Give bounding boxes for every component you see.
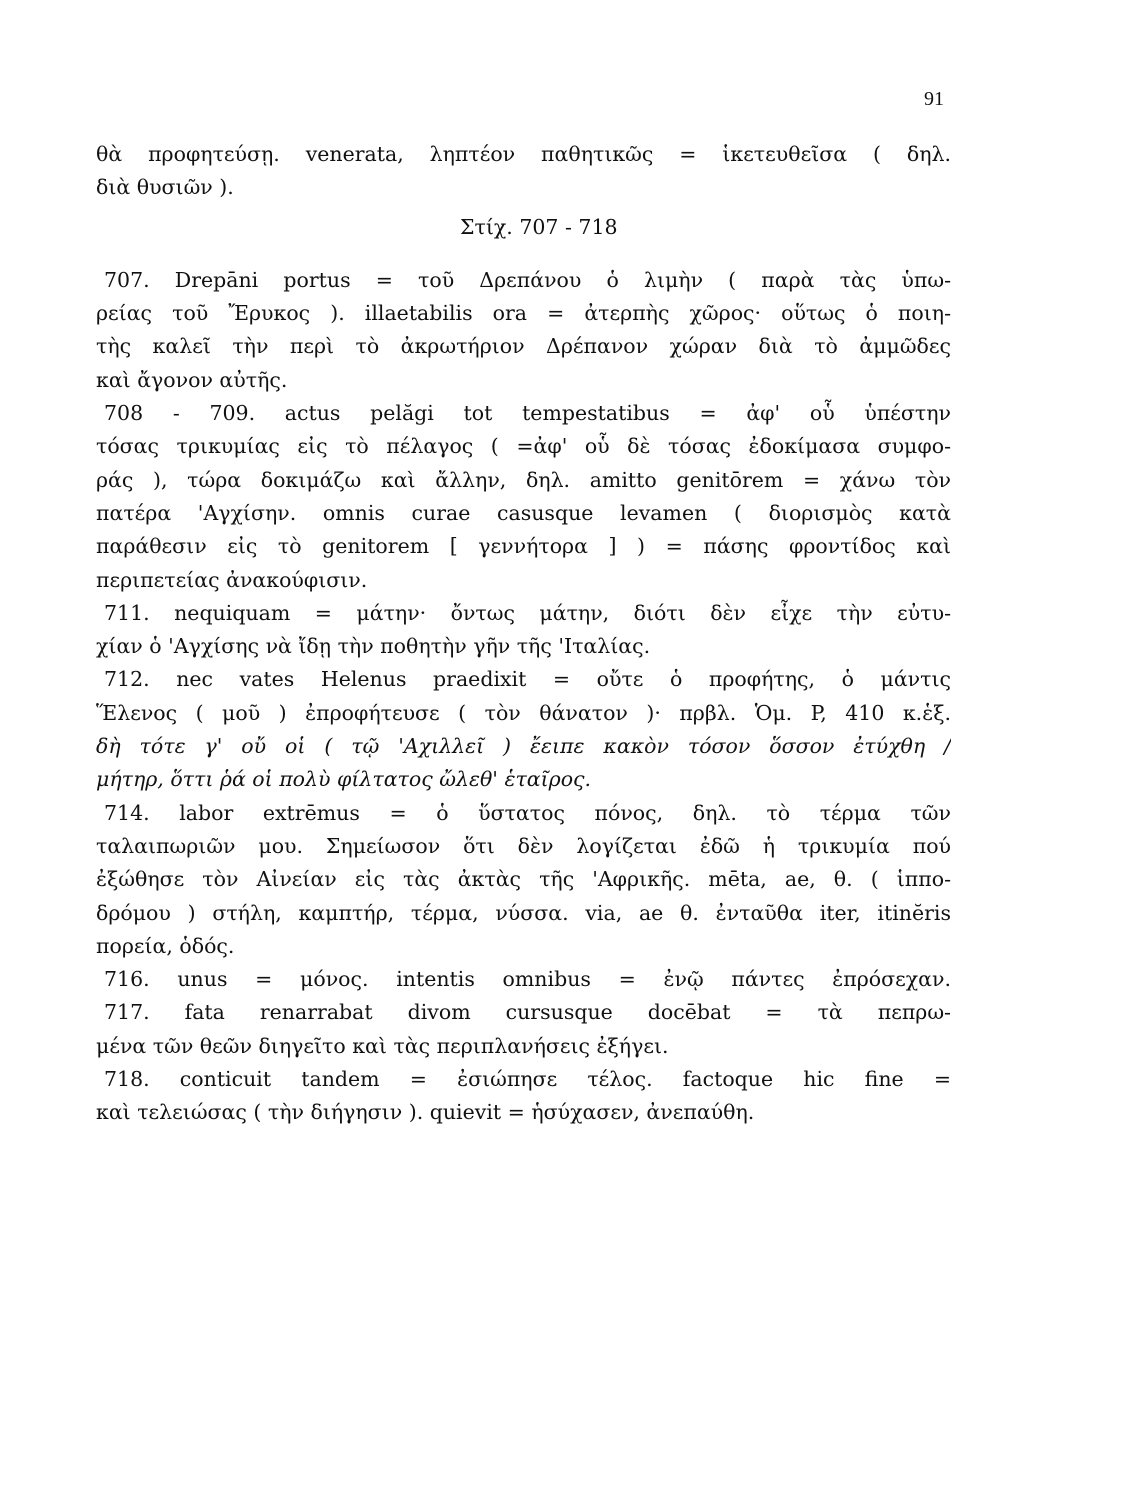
note-708-709-line: ράς ), τώρα δοκιμάζω καὶ ἄλλην, δηλ. amitto genitōrem = χάνω τὸν xyxy=(96,467,951,492)
text-line: θὰ προφητεύσῃ. venerata, ληπτέον παθητικῶς = ἱκετευθεῖσα ( δηλ. xyxy=(96,142,951,166)
text-line: διὰ θυσιῶν ). xyxy=(96,175,234,200)
note-714-line: δρόμου ) στήλη, καμπτήρ, τέρμα, νύσσα. via, ae θ. ἐνταῦθα iter, itinĕris xyxy=(96,900,951,925)
note-718-line: καὶ τελειώσας ( τὴν διήγησιν ). quievit = ἡσύχασεν, ἀνεπαύθη. xyxy=(96,1100,755,1125)
note-708-709-line: περιπετείας ἀνακούφισιν. xyxy=(96,567,368,592)
page-text xyxy=(96,138,951,1130)
note-714-line: πορεία, ὁδός. xyxy=(96,933,235,958)
note-711-line: χίαν ὁ 'Αγχίσης νὰ ἴδῃ τὴν ποθητὴν γῆν τῆς 'Ιταλίας. xyxy=(96,634,651,659)
note-711-line: 711. nequiquam = μάτην· ὄντως μάτην, διότι δὲν εἶχε τὴν εὐτυ- xyxy=(104,600,951,625)
note-707-line: ρείας τοῦ Ἔρυκος ). illaetabilis ora = ἀτερπὴς χῶρος· οὕτως ὁ ποιη- xyxy=(96,301,951,326)
section-heading: Στίχ. 707 - 718 xyxy=(460,214,618,239)
note-707-line: τὴς καλεῖ τὴν περὶ τὸ ἀκρωτήριον Δρέπανον χώραν διὰ τὸ ἀμμῶδες xyxy=(96,334,951,359)
note-714-line: 714. labor extrēmus = ὁ ὕστατος πόνος, δηλ. τὸ τέρμα τῶν xyxy=(104,800,951,825)
note-707-line: 707. Drepāni portus = τοῦ Δρεπάνου ὁ λιμὴν ( παρὰ τὰς ὑπω- xyxy=(104,267,951,292)
note-716-line: 716. unus = μόνος. intentis omnibus = ἐνῷ πάντες ἐπρόσεχαν. xyxy=(104,967,951,992)
note-707-line: καὶ ἄγονον αὐτῆς. xyxy=(96,367,288,392)
homeric-quote-line: δὴ τότε γ' οὔ οἱ ( τῷ 'Αχιλλεῖ ) ἔειπε κακὸν τόσον ὅσσον ἐτύχθη / xyxy=(96,734,951,759)
note-712-line: 712. nec vates Helenus praedixit = οὔτε ὁ προφήτης, ὁ μάντις xyxy=(104,667,951,692)
note-712-line: Ἕλενος ( μοῦ ) ἐπροφήτευσε ( τὸν θάνατον )· πρβλ. Ὁμ. P, 410 κ.ἑξ. xyxy=(96,700,951,725)
homeric-quote-line: μήτηρ, ὅττι ῥά οἱ πολὺ φίλτατος ὤλεθ' ἑταῖρος. xyxy=(96,767,592,792)
page-number: 91 xyxy=(924,88,944,110)
note-718-line: 718. conticuit tandem = ἐσιώπησε τέλος. factoque hic fine = xyxy=(104,1067,951,1092)
note-708-709-line: πατέρα 'Αγχίσην. omnis curae casusque levamen ( διορισμὸς κατὰ xyxy=(96,500,951,525)
note-714-line: ταλαιπωριῶν μου. Σημείωσον ὅτι δὲν λογίζεται ἐδῶ ἡ τρικυμία πού xyxy=(96,833,951,858)
note-717-line: μένα τῶν θεῶν διηγεῖτο καὶ τὰς περιπλανήσεις ἐξήγει. xyxy=(96,1033,669,1058)
note-717-line: 717. fata renarrabat divom cursusque docēbat = τὰ πεπρω- xyxy=(104,1000,951,1025)
note-714-line: ἐξώθησε τὸν Αἰνείαν εἰς τὰς ἀκτὰς τῆς 'Αφρικῆς. mēta, ae, θ. ( ἱππο- xyxy=(96,867,951,892)
note-708-709-line: τόσας τρικυμίας εἰς τὸ πέλαγος ( =ἀφ' οὗ δὲ τόσας ἐδοκίμασα συμφο- xyxy=(96,434,951,459)
note-708-709-line: παράθεσιν εἰς τὸ genitorem [ γεννήτορα ] ) = πάσης φροντίδος καὶ xyxy=(96,534,951,559)
note-708-709-line: 708 - 709. actus pelăgi tot tempestatibus = ἀφ' οὗ ὑπέστην xyxy=(104,401,951,426)
